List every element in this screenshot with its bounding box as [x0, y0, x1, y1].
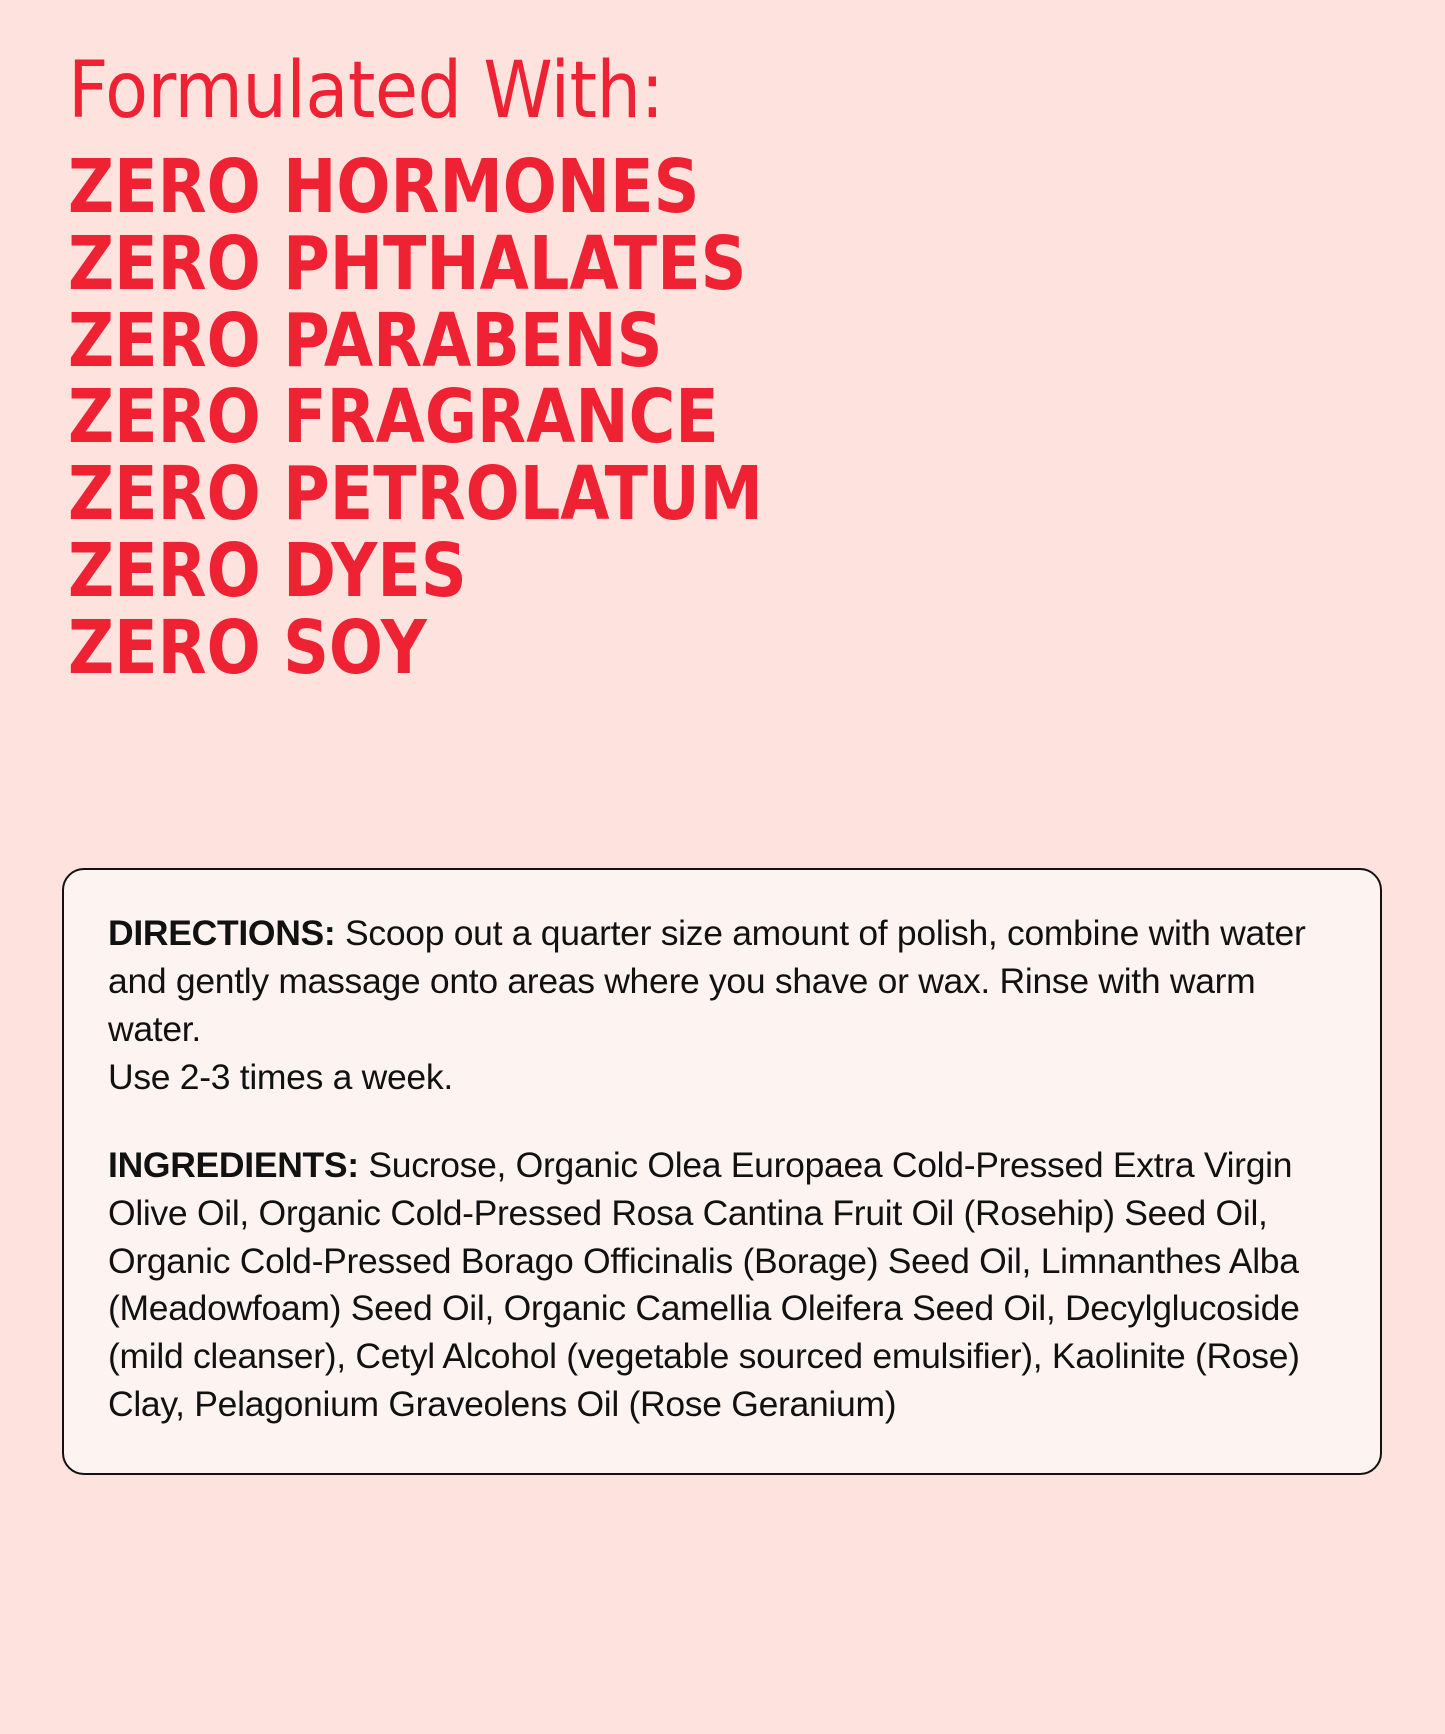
ingredients-text: Sucrose, Organic Olea Europaea Cold-Pressed Extra Virgin Olive Oil, Organic Cold-Pressed Rosa Cantina Fruit Oil (Rosehip) Seed Oil, Organic Cold-Pressed Borago Officinalis (Borage) Seed Oil, Limnanthes Alba (Meadowfoam) Seed Oil, Organic Camellia Oleifera Seed Oil, Decylglucoside (mild cleanser), Cetyl Alcohol (vegetable sourced emulsifier), Kaolinite (Rose) Clay, Pelagonium Graveolens Oil (Rose Geranium) — [108, 1144, 1300, 1425]
ingredients-label: INGREDIENTS: — [108, 1144, 359, 1185]
zero-term: PETROLATUM — [283, 451, 764, 538]
zero-term: DYES — [283, 527, 467, 614]
zero-claims-list — [68, 144, 1385, 691]
zero-prefix: ZERO — [68, 220, 261, 307]
directions-label: DIRECTIONS: — [108, 913, 336, 953]
list-item — [68, 451, 1201, 538]
directions-paragraph — [108, 910, 1336, 1054]
directions-text: Scoop out a quarter size amount of polish, combine with water and gently massage onto areas where you shave or wax. Rinse with warm water. — [108, 913, 1306, 1049]
ingredients-block — [108, 1142, 1336, 1430]
zero-term: PHTHALATES — [283, 220, 747, 307]
list-item — [68, 220, 1201, 307]
directions-block — [108, 910, 1336, 1102]
page-title: Formulated With: — [68, 46, 664, 136]
zero-term: SOY — [283, 604, 427, 691]
zero-prefix: ZERO — [68, 604, 261, 691]
list-item — [68, 297, 1201, 384]
info-card — [62, 868, 1382, 1475]
zero-prefix: ZERO — [68, 144, 261, 230]
list-item — [68, 527, 1201, 614]
ingredients-paragraph — [108, 1142, 1336, 1430]
list-item — [68, 144, 1201, 230]
zero-term: PARABENS — [283, 297, 663, 384]
list-item — [68, 374, 1201, 461]
list-item — [68, 604, 1201, 691]
zero-prefix: ZERO — [68, 374, 261, 461]
zero-term: FRAGRANCE — [283, 374, 719, 461]
zero-prefix: ZERO — [68, 527, 261, 614]
zero-term: HORMONES — [283, 144, 700, 230]
directions-frequency: Use 2-3 times a week. — [108, 1056, 453, 1097]
zero-prefix: ZERO — [68, 451, 261, 538]
zero-prefix: ZERO — [68, 297, 261, 384]
